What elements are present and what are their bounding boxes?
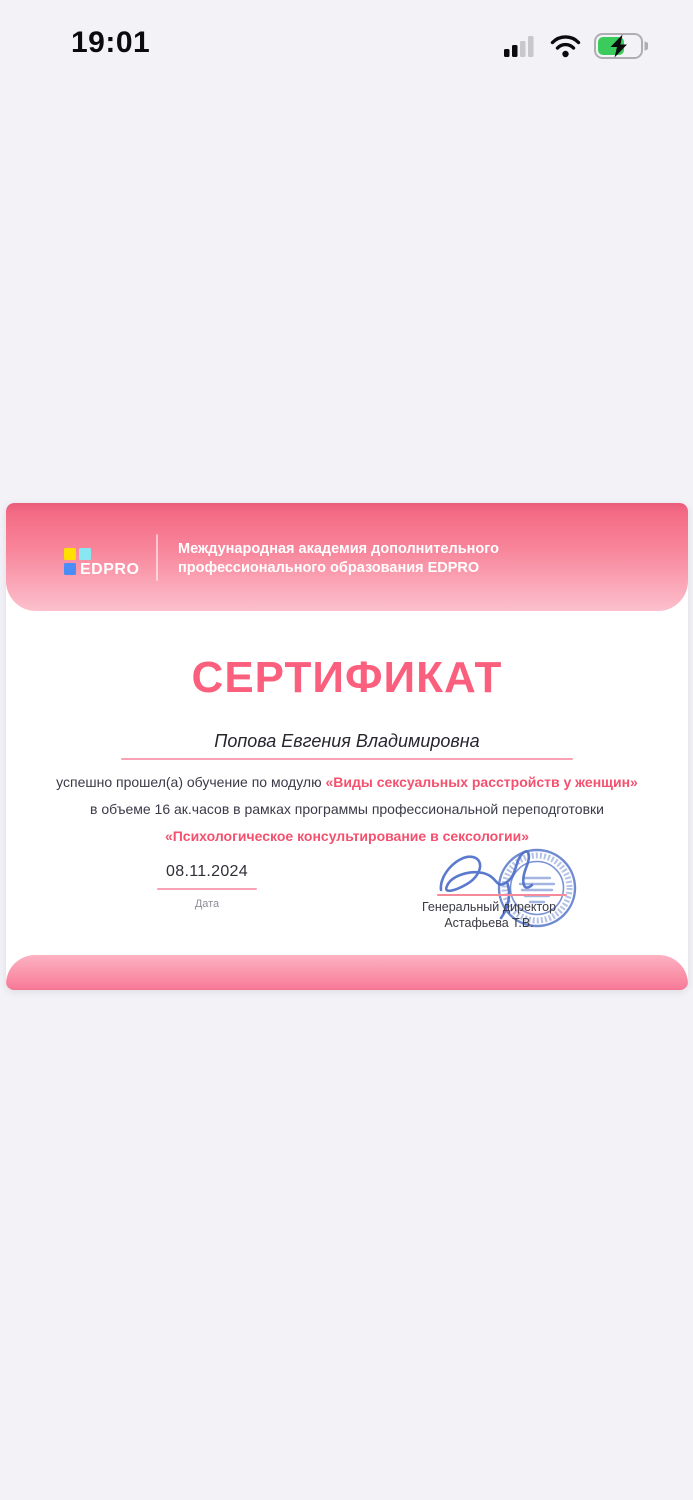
certificate-title: СЕРТИФИКАТ [191, 653, 503, 702]
academy-name [178, 540, 499, 578]
logo-wordmark: EDPRO [80, 561, 140, 578]
battery-charging-icon [594, 33, 648, 64]
module-name: «Виды сексуальных расстройств у женщин» [325, 774, 638, 790]
cellular-signal-icon [504, 36, 537, 62]
completion-middle: в объеме 16 ак.часов в рамках программы профессиональной переподготовки [90, 801, 604, 817]
edpro-logo [64, 548, 154, 576]
date-block [127, 863, 287, 910]
logo-square-yellow-icon [64, 548, 76, 560]
wifi-icon [550, 35, 581, 63]
header-band [6, 503, 688, 611]
academy-name-line1: Международная академия дополнительного [178, 541, 499, 557]
completion-intro: успешно прошел(а) обучение по модулю [56, 774, 322, 790]
certificate-card [6, 503, 688, 990]
status-bar-icons [504, 33, 648, 64]
recipient-name: Попова Евгения Владимировна [214, 731, 480, 751]
program-name: «Психологическое консультирование в сексологии» [164, 828, 530, 844]
director-name: Астафьева Т.В. [444, 916, 534, 930]
clock-label: 19:01 [71, 26, 151, 59]
date-value: 08.11.2024 [166, 863, 248, 880]
date-underline [157, 888, 257, 890]
footer-band [6, 955, 688, 990]
logo-square-cyan-icon [79, 548, 91, 560]
header-divider [156, 534, 158, 581]
logo-square-blue-icon [64, 563, 76, 575]
director-title: Генеральный директор [421, 900, 557, 914]
academy-name-line2: профессионального образования EDPRO [178, 560, 480, 576]
date-label: Дата [194, 897, 220, 910]
director-block [404, 899, 574, 931]
completion-line-module [42, 769, 652, 796]
status-bar [0, 0, 693, 70]
recipient-underline [121, 758, 573, 760]
signature-underline [437, 894, 567, 896]
